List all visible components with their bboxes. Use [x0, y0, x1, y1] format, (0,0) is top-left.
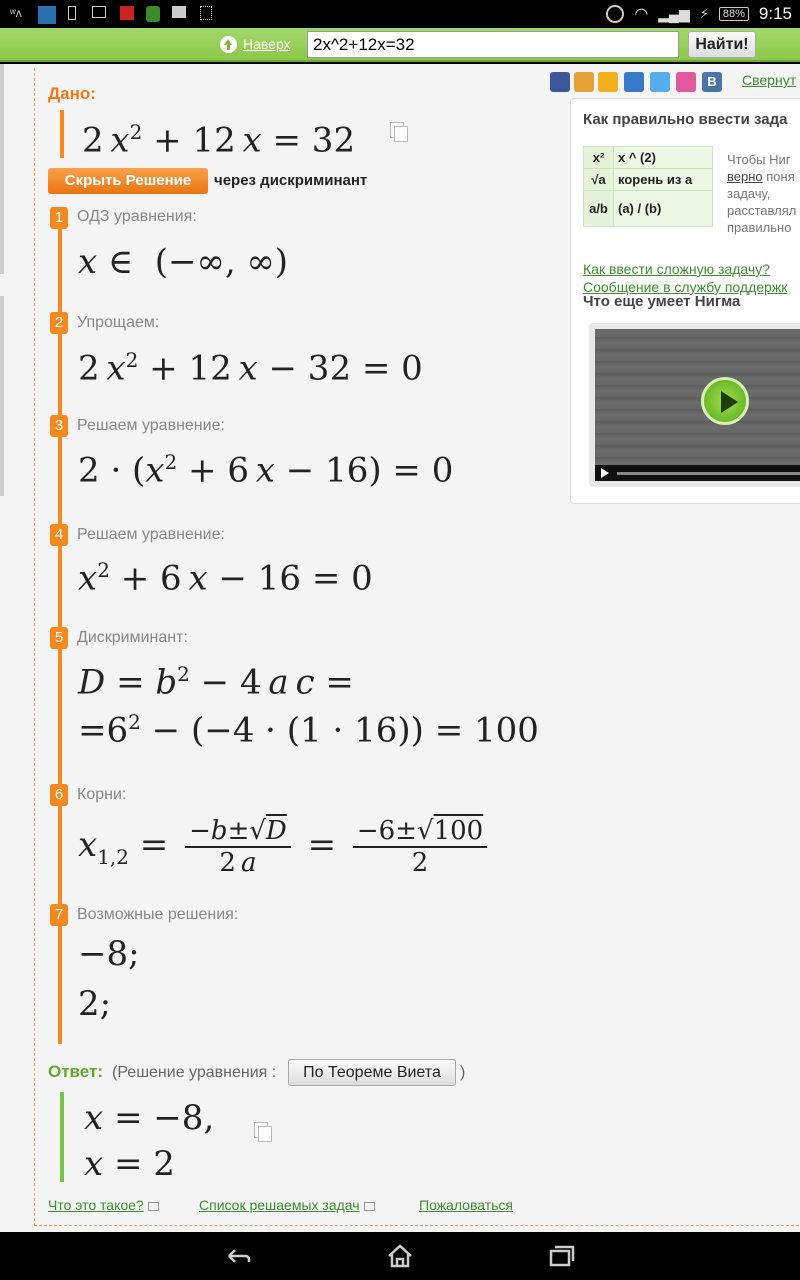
answer-root-2: x = 2	[84, 1144, 175, 1184]
step-number: 6	[50, 784, 68, 806]
step-label: Дискриминант:	[77, 629, 188, 646]
scroll-top-link[interactable]: Наверх	[243, 36, 291, 52]
hint-symbol: √a	[584, 169, 614, 191]
collapse-link[interactable]: Свернут	[742, 72, 797, 88]
step-number: 5	[50, 627, 68, 649]
people-icon[interactable]	[598, 72, 618, 92]
clock: 9:15	[758, 4, 792, 23]
copy-icon[interactable]	[390, 122, 404, 138]
search-toolbar	[0, 28, 800, 62]
hint-symbol: a/b	[584, 191, 614, 227]
copy-icon[interactable]	[254, 1122, 268, 1138]
hint-text: (a) / (b)	[614, 191, 713, 227]
flower-icon[interactable]	[676, 72, 696, 92]
shield-icon	[146, 6, 160, 22]
hint-text: x ^ (2)	[614, 147, 713, 169]
answer-bar	[60, 1092, 64, 1182]
possible-root: −8;	[78, 934, 140, 974]
signal-icon: ▂▄▆	[658, 5, 690, 22]
recent-apps-icon[interactable]	[548, 1244, 576, 1268]
given-bar	[60, 110, 64, 158]
app-notification-icon	[38, 6, 56, 24]
chat-icon	[172, 6, 186, 18]
step-number: 4	[50, 524, 68, 546]
hint-symbol: x²	[584, 147, 614, 169]
play-icon[interactable]	[701, 377, 749, 425]
more-features-title: Что еще умеет Нигма	[583, 293, 741, 310]
answer-note: (Решение уравнения :	[112, 1064, 277, 1081]
arrow-up-icon[interactable]	[220, 36, 237, 53]
hide-solution-button[interactable]: Скрыть Решение	[48, 168, 208, 194]
video-controls	[595, 465, 800, 481]
step-1-formula: x ∈ (−∞, ∞)	[78, 242, 289, 282]
task-list-link[interactable]	[199, 1197, 375, 1213]
step-number: 3	[50, 415, 68, 437]
help-description	[727, 151, 800, 236]
step-label: Упрощаем:	[77, 314, 160, 331]
charging-icon: ⚡	[699, 6, 709, 21]
answer-close-paren: )	[460, 1064, 466, 1081]
wifi-icon: ◠	[634, 6, 649, 23]
answer-root-1: x = −8,	[84, 1098, 215, 1138]
step-label: Возможные решения:	[77, 906, 239, 923]
hint-row	[584, 147, 713, 169]
input-hints-table	[583, 146, 713, 227]
hint-row	[584, 169, 713, 191]
video-player[interactable]	[589, 323, 800, 487]
phone-icon	[68, 6, 76, 20]
hint-text: корень из a	[614, 169, 713, 191]
link-text: Список решаемых задач	[199, 1197, 360, 1213]
given-label: Дано:	[48, 84, 96, 103]
step-number: 7	[50, 904, 68, 926]
external-link-icon	[364, 1202, 375, 1211]
desc-part: Чтобы Ниг	[727, 152, 791, 167]
system-nav-bar	[0, 1232, 800, 1280]
notification-icon: ʷʌ	[10, 6, 22, 20]
home-icon[interactable]	[386, 1244, 414, 1268]
step-label: ОДЗ уравнения:	[77, 208, 197, 225]
what-is-this-link[interactable]	[48, 1197, 159, 1213]
share-icon[interactable]	[574, 72, 594, 92]
step-label: Решаем уравнение:	[77, 417, 225, 434]
step-number: 2	[50, 312, 68, 334]
main-page	[0, 64, 800, 1232]
query-input[interactable]	[307, 31, 679, 58]
screens-icon	[92, 6, 106, 18]
red-app-icon	[120, 6, 134, 20]
desc-part: поня задачу, расставлял правильно	[727, 169, 797, 235]
support-link[interactable]: Сообщение в службу поддержк	[583, 279, 788, 295]
step-3-formula: $2 \cdot (x^2 + 6$ x − 16) = 0	[78, 450, 454, 491]
external-link-icon	[148, 1202, 159, 1211]
desc-link[interactable]: верно	[727, 169, 763, 184]
step-label: Решаем уравнение:	[77, 526, 225, 543]
grid-icon	[200, 6, 212, 20]
search-button[interactable]: Найти!	[688, 31, 756, 58]
hint-row	[584, 191, 713, 227]
left-edge-strip	[0, 64, 4, 274]
pencil-icon[interactable]	[624, 72, 644, 92]
alarm-icon	[606, 5, 624, 23]
discriminant-value: $=6^2 - (-4 \cdot (1 \cdot 16)) = 100$	[78, 710, 539, 751]
step-label: Корни:	[77, 786, 127, 803]
input-help-panel	[570, 98, 800, 504]
complex-task-link[interactable]: Как ввести сложную задачу?	[583, 261, 770, 277]
solution-method: через дискриминант	[214, 172, 368, 189]
roots-formula: $x_{1,2}$ = $\frac{-b\pm√D}{2 a}$ = $\frac{-6\pm√100}{2}$	[78, 816, 493, 878]
given-equation: 2 $x^2 + 12$ x = 32	[82, 120, 356, 161]
discriminant-formula: $D = b^2 - 4$ a c =	[78, 662, 354, 703]
answer-label: Ответ:	[48, 1062, 103, 1081]
status-bar	[0, 0, 800, 28]
battery-level: 88%	[719, 7, 749, 21]
step-4-formula: $x^2 + 6$ x − 16 = 0	[78, 558, 373, 599]
help-title: Как правильно ввести зада	[583, 111, 788, 128]
back-icon[interactable]	[225, 1244, 253, 1268]
left-edge-strip	[0, 296, 4, 496]
link-text: Что это такое?	[48, 1197, 144, 1213]
twitter-icon[interactable]	[650, 72, 670, 92]
vieta-method-button[interactable]: По Теореме Виета	[288, 1059, 456, 1086]
vk-icon[interactable]: B	[702, 72, 722, 92]
possible-root: 2;	[78, 984, 112, 1024]
step-2-formula: 2 $x^2 + 12$ x − 32 = 0	[78, 348, 423, 389]
video-thumbnail	[595, 329, 800, 481]
small-play-icon[interactable]	[601, 468, 609, 478]
step-number: 1	[50, 207, 68, 229]
facebook-icon[interactable]	[550, 72, 570, 92]
complain-link[interactable]: Пожаловаться	[419, 1197, 514, 1213]
video-progress[interactable]	[617, 472, 800, 475]
